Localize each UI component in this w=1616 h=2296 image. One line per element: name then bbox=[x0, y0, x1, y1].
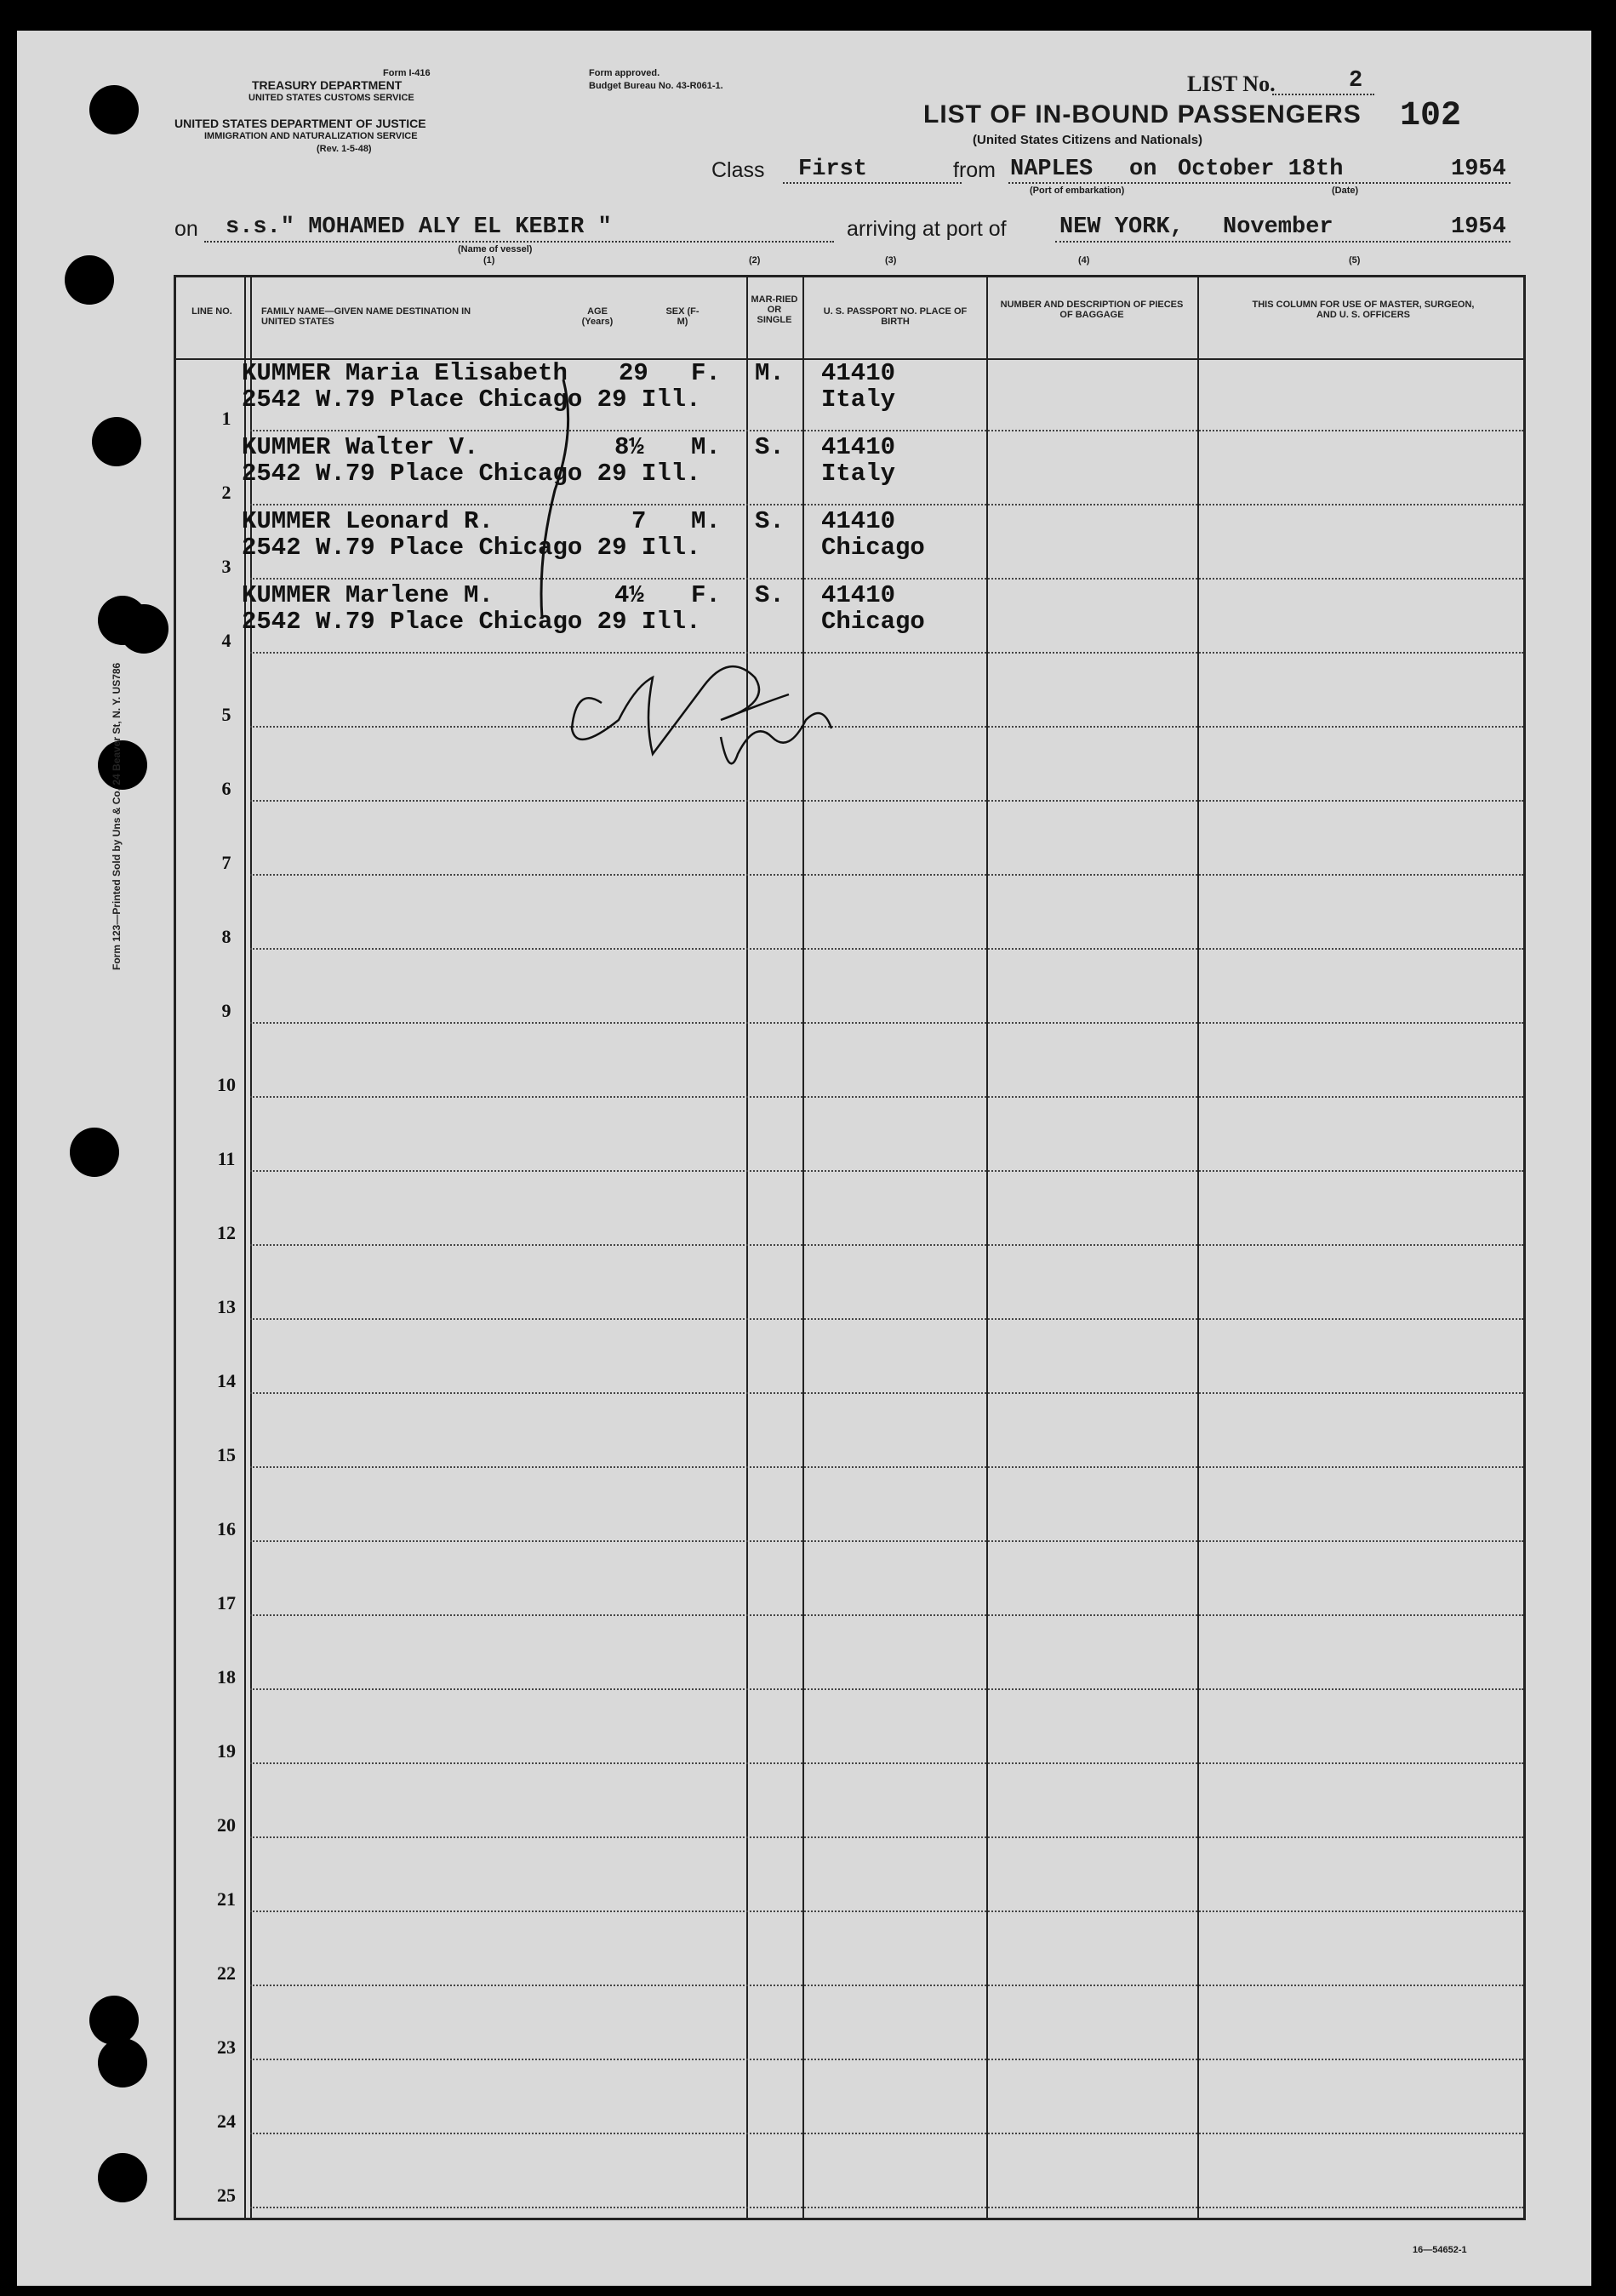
printer-imprint: Form 123—Printed Sold by Uns & Co. 24 Beaver St, N. Y. US786 bbox=[111, 662, 123, 970]
col-number-4: (4) bbox=[1078, 255, 1090, 266]
line-number: 22 bbox=[217, 1962, 236, 1984]
embark-port: NAPLES bbox=[1010, 157, 1094, 182]
passenger-address: 2542 W.79 Place Chicago 29 Ill. bbox=[242, 534, 701, 562]
punch-hole bbox=[98, 2038, 147, 2088]
header-name: FAMILY NAME—GIVEN NAME DESTINATION IN UNITED STATES bbox=[261, 306, 471, 327]
line-number: 5 bbox=[221, 704, 231, 725]
table-row bbox=[250, 1762, 1523, 1764]
line-number: 12 bbox=[217, 1222, 236, 1243]
table-row bbox=[250, 1910, 1523, 1912]
passenger-age: 8½ bbox=[614, 433, 644, 461]
passenger-sex: M. bbox=[691, 507, 721, 535]
table-row bbox=[250, 2059, 1523, 2060]
punch-hole bbox=[119, 604, 168, 654]
col-number-5: (5) bbox=[1349, 255, 1361, 266]
arrival-month: November bbox=[1223, 214, 1333, 240]
treasury-department: TREASURY DEPARTMENT bbox=[252, 78, 403, 92]
form-code: 16—54652-1 bbox=[1413, 2245, 1467, 2255]
class-value: First bbox=[798, 157, 868, 182]
vessel-dotline bbox=[204, 241, 834, 243]
passenger-address: 2542 W.79 Place Chicago 29 Ill. bbox=[242, 460, 701, 488]
col-number-3: (3) bbox=[885, 255, 897, 266]
vessel-on-label: on bbox=[174, 217, 198, 241]
line-number: 23 bbox=[217, 2036, 236, 2058]
list-number: 2 bbox=[1349, 68, 1363, 94]
passenger-birthplace: Italy bbox=[821, 386, 896, 414]
passenger-passport: 41410 bbox=[821, 433, 896, 461]
header-age: AGE (Years) bbox=[581, 306, 614, 327]
table-row bbox=[250, 1836, 1523, 1838]
line-number: 14 bbox=[217, 1370, 236, 1391]
line-number: 7 bbox=[221, 852, 231, 873]
passenger-passport: 41410 bbox=[821, 359, 896, 387]
passenger-address: 2542 W.79 Place Chicago 29 Ill. bbox=[242, 386, 701, 414]
line-number: 19 bbox=[217, 1740, 236, 1762]
passenger-name: KUMMER Leonard R. bbox=[242, 507, 494, 535]
handwritten-annotations bbox=[176, 277, 1523, 958]
passenger-age: 29 bbox=[619, 359, 648, 387]
table-row bbox=[250, 1244, 1523, 1246]
line-number: 13 bbox=[217, 1296, 236, 1317]
punch-hole bbox=[98, 2153, 147, 2202]
page-number: 102 bbox=[1400, 97, 1462, 135]
line-number: 3 bbox=[221, 556, 231, 577]
examiner-signature bbox=[572, 666, 831, 763]
line-number: 25 bbox=[217, 2185, 236, 2206]
passenger-address: 2542 W.79 Place Chicago 29 Ill. bbox=[242, 608, 701, 636]
line-number: 11 bbox=[217, 1148, 236, 1169]
punch-hole bbox=[89, 1996, 139, 2045]
passenger-table bbox=[174, 275, 1526, 2220]
immigration-service: IMMIGRATION AND NATURALIZATION SERVICE bbox=[204, 131, 418, 141]
passenger-age: 4½ bbox=[614, 581, 644, 609]
table-row bbox=[250, 1985, 1523, 1986]
passenger-birthplace: Chicago bbox=[821, 534, 925, 562]
table-row bbox=[250, 1170, 1523, 1172]
line-number: 17 bbox=[217, 1592, 236, 1613]
line-number: 18 bbox=[217, 1666, 236, 1688]
list-label: LIST No. bbox=[1187, 71, 1276, 96]
punch-hole bbox=[89, 85, 139, 134]
line-number: 2 bbox=[221, 482, 231, 503]
header-married: MAR-RIED OR SINGLE bbox=[751, 294, 798, 325]
table-row bbox=[250, 1614, 1523, 1616]
punch-hole bbox=[98, 740, 147, 790]
line-number: 20 bbox=[217, 1814, 236, 1836]
form-number: Form I-416 bbox=[383, 68, 431, 78]
table-row bbox=[250, 1022, 1523, 1024]
form-approved: Form approved. bbox=[589, 68, 660, 78]
line-number: 1 bbox=[221, 408, 231, 429]
arrival-port: NEW YORK, bbox=[1059, 214, 1184, 240]
line-number: 10 bbox=[217, 1074, 236, 1095]
line-number: 15 bbox=[217, 1444, 236, 1465]
punch-hole bbox=[70, 1128, 119, 1177]
arriving-label: arriving at port of bbox=[847, 217, 1007, 241]
form-revision: (Rev. 1-5-48) bbox=[317, 144, 372, 154]
header-officers: THIS COLUMN FOR USE OF MASTER, SURGEON, AND U. S. OFFICERS bbox=[1252, 300, 1475, 320]
passenger-sex: F. bbox=[691, 359, 721, 387]
passenger-status: S. bbox=[755, 507, 785, 535]
table-row bbox=[250, 1096, 1523, 1098]
port-caption: (Port of embarkation) bbox=[1030, 186, 1125, 196]
col-number-2: (2) bbox=[749, 255, 761, 266]
header-line-no: LINE NO. bbox=[191, 306, 232, 317]
table-row bbox=[250, 1540, 1523, 1542]
table-row bbox=[250, 1466, 1523, 1468]
arrival-year: 1954 bbox=[1451, 214, 1506, 240]
table-row bbox=[250, 1318, 1523, 1320]
line-number: 6 bbox=[221, 778, 231, 799]
passenger-name: KUMMER Marlene M. bbox=[242, 581, 494, 609]
line-number: 16 bbox=[217, 1518, 236, 1539]
line-number: 9 bbox=[221, 1000, 231, 1021]
list-dotline bbox=[1272, 94, 1374, 95]
table-row bbox=[250, 1392, 1523, 1394]
date-caption: (Date) bbox=[1332, 186, 1359, 196]
table-row bbox=[250, 1688, 1523, 1690]
punch-hole bbox=[65, 255, 114, 305]
passenger-birthplace: Italy bbox=[821, 460, 896, 488]
passenger-passport: 41410 bbox=[821, 507, 896, 535]
header-sex: SEX (F-M) bbox=[665, 306, 700, 327]
line-number: 8 bbox=[221, 926, 231, 947]
from-label: from bbox=[953, 158, 996, 182]
port-dotline bbox=[1008, 182, 1510, 184]
passenger-status: S. bbox=[755, 581, 785, 609]
passenger-name: KUMMER Walter V. bbox=[242, 433, 479, 461]
line-number: 4 bbox=[221, 630, 231, 651]
passenger-sex: M. bbox=[691, 433, 721, 461]
class-dotline bbox=[783, 182, 962, 184]
department-of-justice: UNITED STATES DEPARTMENT OF JUSTICE bbox=[174, 117, 426, 130]
form-title: LIST OF IN-BOUND PASSENGERS bbox=[923, 100, 1362, 129]
class-label: Class bbox=[711, 158, 765, 182]
passenger-sex: F. bbox=[691, 581, 721, 609]
passenger-status: S. bbox=[755, 433, 785, 461]
vessel-name: s.s." MOHAMED ALY EL KEBIR " bbox=[226, 214, 612, 240]
header-passport: U. S. PASSPORT NO. PLACE OF BIRTH bbox=[823, 306, 968, 327]
table-row bbox=[250, 2133, 1523, 2134]
form-subtitle: (United States Citizens and Nationals) bbox=[973, 133, 1203, 147]
passenger-name: KUMMER Maria Elisabeth bbox=[242, 359, 568, 387]
family-bracket-mark bbox=[541, 380, 568, 618]
embark-year: 1954 bbox=[1451, 157, 1506, 182]
customs-service: UNITED STATES CUSTOMS SERVICE bbox=[248, 93, 414, 103]
passenger-passport: 41410 bbox=[821, 581, 896, 609]
embark-date: October 18th bbox=[1178, 157, 1344, 182]
vessel-col-number: (1) bbox=[483, 255, 495, 266]
header-baggage: NUMBER AND DESCRIPTION OF PIECES OF BAGGAGE bbox=[1000, 300, 1184, 320]
passenger-status: M. bbox=[755, 359, 785, 387]
on-label: on bbox=[1129, 157, 1157, 182]
arrival-dotline bbox=[1055, 241, 1510, 243]
line-number: 21 bbox=[217, 1888, 236, 1910]
punch-hole bbox=[92, 417, 141, 466]
vessel-caption: (Name of vessel) bbox=[458, 244, 533, 254]
budget-bureau: Budget Bureau No. 43-R061-1. bbox=[589, 81, 723, 91]
line-number: 24 bbox=[217, 2110, 236, 2132]
passenger-birthplace: Chicago bbox=[821, 608, 925, 636]
passenger-age: 7 bbox=[631, 507, 647, 535]
table-row bbox=[250, 2207, 1523, 2208]
